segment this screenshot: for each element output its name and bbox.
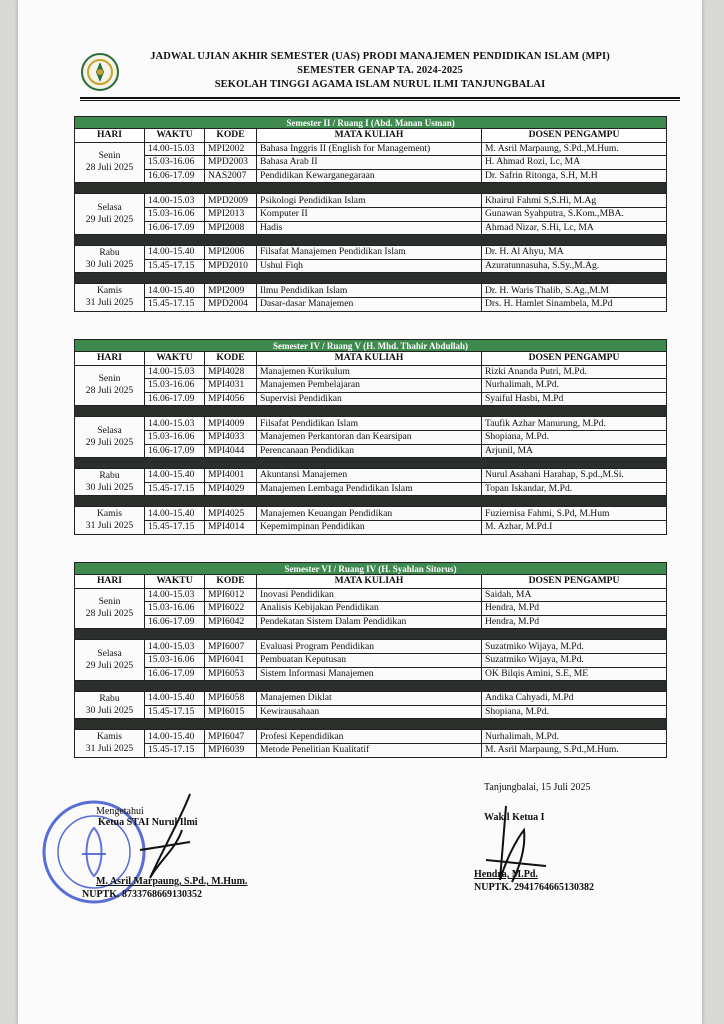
code-cell: MPI4001 [205,469,257,483]
course-cell: Manajemen Diklat [257,692,482,706]
time-cell: 14.00-15.03 [145,365,205,379]
code-cell: MPI4025 [205,507,257,521]
header-institution: SEKOLAH TINGGI AGAMA ISLAM NURUL ILMI TANJUNGBALAI [214,79,546,90]
day-cell [75,365,145,406]
lecturer-cell: Gunawan Syahputra, S.Kom.,MBA. [482,207,667,221]
lecturer-cell: Taufik Azhar Manurung, M.Pd. [482,417,667,431]
day-cell [75,417,145,458]
day-date: 29 Juli 2025 [85,660,134,672]
time-cell: 15.45-17.15 [145,743,205,757]
document-header [120,50,640,92]
lecturer-cell: Syaiful Hasbi, M.Pd [482,392,667,406]
vice-chairman-role: Wakil Ketua I [484,812,545,823]
code-cell: MPI4009 [205,417,257,431]
table-row [75,640,667,654]
lecturer-cell: Nurhalimah, M.Pd. [482,730,667,744]
table-row [75,392,667,406]
code-cell: MPI6015 [205,705,257,719]
table-row [75,602,667,616]
day-separator [75,235,667,246]
course-cell: Metode Penelitian Kualitatif [257,743,482,757]
course-cell: Bahasa Arab II [257,156,482,170]
lecturer-cell: Rizki Ananda Putri, M.Pd. [482,365,667,379]
table-row [75,667,667,681]
day-separator [75,273,667,284]
lecturer-cell: Topan Iskandar, M.Pd. [482,482,667,496]
table-row [75,705,667,719]
table-row [75,169,667,183]
table-row [75,379,667,393]
table-row [75,730,667,744]
time-cell: 14.00-15.40 [145,284,205,298]
code-cell: MPI4014 [205,520,257,534]
header-rule [80,97,680,99]
time-cell: 14.00-15.40 [145,730,205,744]
day-name: Selasa [97,648,122,660]
day-cell [75,692,145,719]
column-header: HARI [75,129,145,143]
column-header: DOSEN PENGAMPU [482,129,667,143]
code-cell: MPI2013 [205,207,257,221]
day-cell [75,194,145,235]
course-cell: Pendekatan Sistem Dalam Pendidikan [257,615,482,629]
code-cell: MPI6042 [205,615,257,629]
vice-chairman-name: Hendra, M.Pd. [474,869,538,880]
table-row [75,444,667,458]
day-name: Kamis [96,508,123,520]
chairman-signature [120,790,210,885]
column-header: MATA KULIAH [257,575,482,589]
code-cell: MPI6053 [205,667,257,681]
time-cell: 15.03-16.06 [145,653,205,667]
table-row [75,743,667,757]
lecturer-cell: Saidah, MA [482,588,667,602]
code-cell: MPD2009 [205,194,257,208]
column-header: MATA KULIAH [257,352,482,366]
course-cell: Sistem Informasi Manajemen [257,667,482,681]
day-name: Senin [98,373,121,385]
code-cell: MPI4028 [205,365,257,379]
course-cell: Manajemen Perkantoran dan Kearsipan [257,430,482,444]
day-date: 31 Juli 2025 [85,297,134,309]
schedule-table [74,116,667,312]
table-row [75,615,667,629]
lecturer-cell: Khairul Fahmi S,S.Hi, M.Ag [482,194,667,208]
lecturer-cell: H. Ahmad Rozi, Lc, MA [482,156,667,170]
day-date: 29 Juli 2025 [85,214,134,226]
table-row [75,430,667,444]
lecturer-cell: Shopiana, M.Pd. [482,430,667,444]
course-cell: Manajemen Keuangan Pendidikan [257,507,482,521]
lecturer-cell: Nurhalimah, M.Pd. [482,379,667,393]
time-cell: 14.00-15.40 [145,246,205,260]
time-cell: 15.03-16.06 [145,430,205,444]
time-cell: 14.00-15.03 [145,194,205,208]
day-date: 29 Juli 2025 [85,437,134,449]
course-cell: Ilmu Pendidikan Islam [257,284,482,298]
code-cell: NAS2007 [205,169,257,183]
code-cell: MPD2004 [205,297,257,311]
course-cell: Manajemen Pembelajaran [257,379,482,393]
code-cell: MPI6047 [205,730,257,744]
course-cell: Supervisi Pendidikan [257,392,482,406]
lecturer-cell: Nurul Asahani Harahap, S.pd.,M.Si. [482,469,667,483]
day-name: Selasa [97,202,122,214]
course-cell: Manajemen Lembaga Pendidikan Islam [257,482,482,496]
time-cell: 14.00-15.03 [145,640,205,654]
lecturer-cell: Arjunil, MA [482,444,667,458]
course-cell: Akuntansi Manajemen [257,469,482,483]
day-name: Rabu [99,470,120,482]
time-cell: 15.45-17.15 [145,297,205,311]
table-row [75,588,667,602]
table-row [75,692,667,706]
time-cell: 15.45-17.15 [145,482,205,496]
institution-logo [80,52,120,92]
semester-title: Semester II / Ruang I (Abd. Manan Usman) [75,117,667,129]
lecturer-cell: M. Asril Marpaung, S.Pd.,M.Hum. [482,142,667,156]
day-separator [75,406,667,417]
code-cell: MPI6058 [205,692,257,706]
code-cell: MPI6041 [205,653,257,667]
column-header: MATA KULIAH [257,129,482,143]
table-row [75,297,667,311]
code-cell: MPI2009 [205,284,257,298]
course-cell: Kepemimpinan Pendidikan [257,520,482,534]
semester-title: Semester VI / Ruang IV (H. Syahlan Sitorus) [75,563,667,575]
course-cell: Evaluasi Program Pendidikan [257,640,482,654]
lecturer-cell: Suzatmiko Wijaya, M.Pd. [482,640,667,654]
day-name: Selasa [97,425,122,437]
day-date: 28 Juli 2025 [85,385,134,397]
column-header: KODE [205,129,257,143]
day-name: Rabu [99,247,120,259]
course-cell: Perencanaan Pendidikan [257,444,482,458]
table-row [75,365,667,379]
day-separator [75,681,667,692]
course-cell: Pendidikan Kewarganegaraan [257,169,482,183]
day-cell [75,142,145,183]
time-cell: 16.06-17.09 [145,667,205,681]
day-separator [75,183,667,194]
time-cell: 16.06-17.09 [145,221,205,235]
time-cell: 16.06-17.09 [145,444,205,458]
day-name: Kamis [96,285,123,297]
column-header: HARI [75,575,145,589]
table-row [75,520,667,534]
chairman-role: Ketua STAI Nurul Ilmi [98,817,198,828]
column-header: KODE [205,352,257,366]
day-cell [75,588,145,629]
lecturer-cell: OK Bilqis Amini, S.E, ME [482,667,667,681]
lecturer-cell: Drs. H. Hamlet Sinambela, M.Pd [482,297,667,311]
table-row [75,653,667,667]
course-cell: Hadis [257,221,482,235]
code-cell: MPI6007 [205,640,257,654]
course-cell: Filsafat Pendidikan Islam [257,417,482,431]
lecturer-cell: Dr. H. Al Ahyu, MA [482,246,667,260]
lecturer-cell: Hendra, M.Pd [482,602,667,616]
day-cell [75,730,145,757]
table-row [75,221,667,235]
lecturer-cell: Fuziernisa Fahmi, S.Pd, M.Hum [482,507,667,521]
time-cell: 14.00-15.03 [145,588,205,602]
table-row [75,194,667,208]
code-cell: MPI4033 [205,430,257,444]
table-row [75,207,667,221]
course-cell: Profesi Kependidikan [257,730,482,744]
day-cell [75,246,145,273]
day-separator [75,719,667,730]
semester-title: Semester IV / Ruang V (H. Mhd. Thahir Abdullah) [75,340,667,352]
day-separator [75,496,667,507]
header-title: JADWAL UJIAN AKHIR SEMESTER (UAS) PRODI MANAJEMEN PENDIDIKAN ISLAM (MPI) [150,51,610,62]
day-name: Senin [98,150,121,162]
course-cell: Ushul Fiqh [257,259,482,273]
time-cell: 15.03-16.06 [145,379,205,393]
day-date: 28 Juli 2025 [85,162,134,174]
column-header: WAKTU [145,129,205,143]
column-header: KODE [205,575,257,589]
day-cell [75,469,145,496]
column-header: DOSEN PENGAMPU [482,575,667,589]
lecturer-cell: Suzatmiko Wijaya, M.Pd. [482,653,667,667]
day-separator [75,458,667,469]
header-rule-thin [80,100,680,101]
time-cell: 16.06-17.09 [145,169,205,183]
time-cell: 15.03-16.06 [145,207,205,221]
time-cell: 14.00-15.40 [145,469,205,483]
table-row [75,259,667,273]
column-header: DOSEN PENGAMPU [482,352,667,366]
chairman-name: M. Asril Marpaung, S.Pd., M.Hum. [96,876,248,887]
time-cell: 15.45-17.15 [145,520,205,534]
code-cell: MPD2003 [205,156,257,170]
table-row [75,156,667,170]
lecturer-cell: Dr. Safrin Ritonga, S.H, M.H [482,169,667,183]
day-name: Kamis [96,731,123,743]
column-header: WAKTU [145,575,205,589]
column-header: WAKTU [145,352,205,366]
table-row [75,482,667,496]
code-cell: MPI2008 [205,221,257,235]
code-cell: MPI6012 [205,588,257,602]
header-semester: SEMESTER GENAP TA. 2024-2025 [297,65,463,76]
column-header: HARI [75,352,145,366]
lecturer-cell: Hendra, M.Pd [482,615,667,629]
schedule-table [74,562,667,758]
code-cell: MPI4029 [205,482,257,496]
code-cell: MPI2006 [205,246,257,260]
day-cell [75,284,145,311]
time-cell: 16.06-17.09 [145,392,205,406]
course-cell: Psikologi Pendidikan Islam [257,194,482,208]
code-cell: MPI2002 [205,142,257,156]
lecturer-cell: M. Asril Marpaung, S.Pd.,M.Hum. [482,743,667,757]
day-name: Senin [98,596,121,608]
table-row [75,417,667,431]
day-name: Rabu [99,693,120,705]
code-cell: MPI4044 [205,444,257,458]
lecturer-cell: Andika Cahyadi, M.Pd [482,692,667,706]
day-date: 28 Juli 2025 [85,608,134,620]
day-date: 30 Juli 2025 [85,705,134,717]
time-cell: 15.45-17.15 [145,705,205,719]
code-cell: MPI6039 [205,743,257,757]
course-cell: Bahasa Inggris II (English for Management) [257,142,482,156]
lecturer-cell: Azuratunnasuha, S.Sy.,M.Ag. [482,259,667,273]
time-cell: 14.00-15.40 [145,507,205,521]
course-cell: Komputer II [257,207,482,221]
day-date: 30 Juli 2025 [85,259,134,271]
day-cell [75,507,145,534]
lecturer-cell: Dr. H. Waris Thalib, S.Ag.,M.M [482,284,667,298]
day-date: 31 Juli 2025 [85,743,134,755]
course-cell: Inovasi Pendidikan [257,588,482,602]
course-cell: Dasar-dasar Manajemen [257,297,482,311]
course-cell: Kewirausahaan [257,705,482,719]
place-date: Tanjungbalai, 15 Juli 2025 [484,782,591,793]
code-cell: MPI6022 [205,602,257,616]
course-cell: Filsafat Manajemen Pendidikan Islam [257,246,482,260]
time-cell: 14.00-15.03 [145,417,205,431]
time-cell: 16.06-17.09 [145,615,205,629]
table-row [75,142,667,156]
table-row [75,284,667,298]
time-cell: 15.03-16.06 [145,602,205,616]
day-cell [75,640,145,681]
code-cell: MPD2010 [205,259,257,273]
lecturer-cell: Ahmad Nizar, S.Hi, Lc, MA [482,221,667,235]
time-cell: 15.45-17.15 [145,259,205,273]
code-cell: MPI4031 [205,379,257,393]
schedule-table [74,339,667,535]
course-cell: Analisis Kebijakan Pendidikan [257,602,482,616]
table-row [75,246,667,260]
time-cell: 14.00-15.40 [145,692,205,706]
course-cell: Pembuatan Keputusan [257,653,482,667]
table-row [75,507,667,521]
lecturer-cell: Shopiana, M.Pd. [482,705,667,719]
vice-chairman-id: NUPTK. 2941764665130382 [474,882,594,893]
code-cell: MPI4056 [205,392,257,406]
chairman-id: NUPTK. 8733768669130352 [82,889,202,900]
day-date: 30 Juli 2025 [85,482,134,494]
day-separator [75,629,667,640]
acknowledged-label: Mengetahui [96,806,144,817]
lecturer-cell: M. Azhar, M.Pd.I [482,520,667,534]
table-row [75,469,667,483]
time-cell: 15.03-16.06 [145,156,205,170]
day-date: 31 Juli 2025 [85,520,134,532]
course-cell: Manajemen Kurikulum [257,365,482,379]
time-cell: 14.00-15.03 [145,142,205,156]
